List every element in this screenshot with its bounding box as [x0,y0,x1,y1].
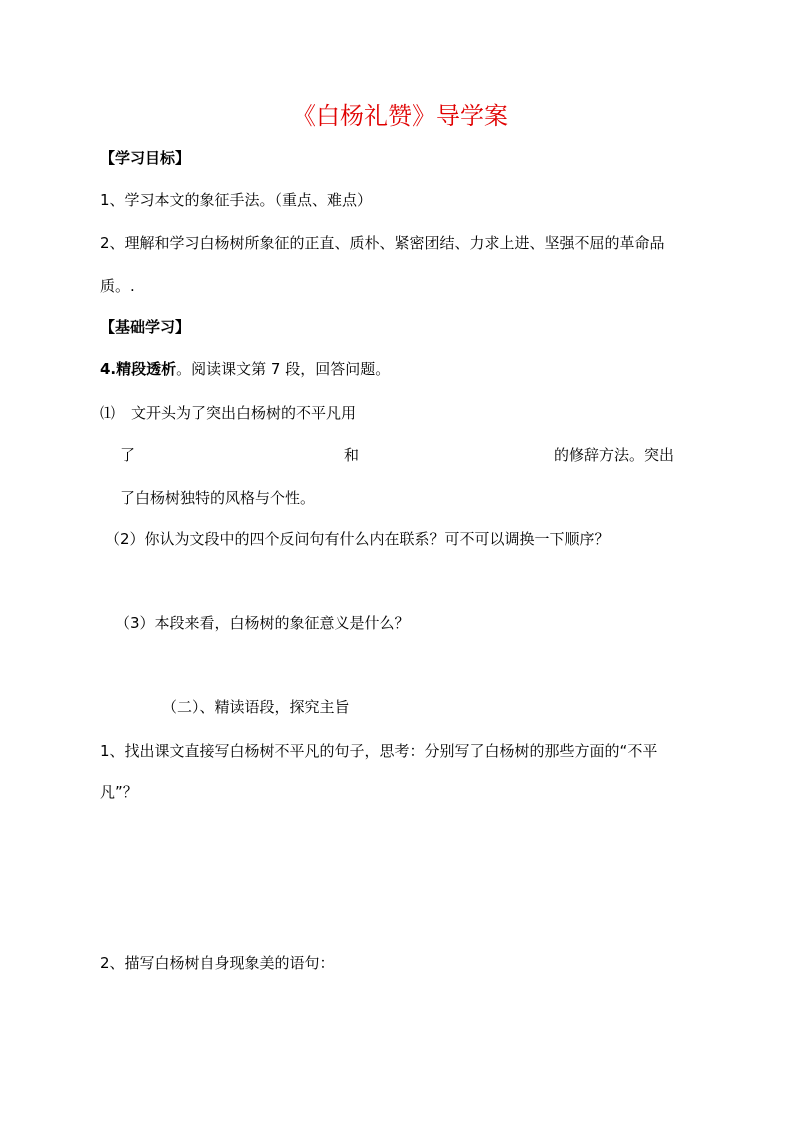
sub-question-1-blank-suffix: 的修辞方法。突出 [554,446,675,464]
goal-item-2: 2、理解和学习白杨树所象征的正直、质朴、紧密团结、力求上进、坚强不屈的革命品 [100,234,665,252]
question-4-label: 4.精段透析 [100,360,177,378]
sub-question-1-text: 文开头为了突出白杨树的不平凡用 [131,404,357,422]
reading-item-2: 2、描写白杨树自身现象美的语句： [100,954,335,972]
question-4 [100,359,390,379]
sub-question-1-blank-prefix: 了 [120,446,136,464]
goal-item-2-cont: 质。. [100,277,135,295]
section-heading-basics: 【基础学习】 [100,318,191,336]
doc-title: 《白杨礼赞》导学案 [292,102,508,130]
sub-question-1-blank-middle: 和 [344,446,360,464]
question-4-text: 。阅读课文第 7 段，回答问题。 [176,360,391,378]
sub-question-3: （3）本段来看，白杨树的象征意义是什么？ [115,614,410,632]
section-heading-reading: （二）、精读语段，探究主旨 [162,698,350,716]
reading-item-1: 1、找出课文直接写白杨树不平凡的句子，思考：分别写了白杨树的那些方面的“不平 [100,742,658,760]
sub-question-1-line3: 了白杨树独特的风格与个性。 [120,489,316,507]
reading-item-1-cont: 凡”？ [100,783,138,801]
sub-question-2: （2）你认为文段中的四个反问句有什么内在联系？可不可以调换一下顺序？ [105,530,610,548]
goal-item-1: 1、学习本文的象征手法。（重点、难点） [100,191,373,209]
section-heading-goals: 【学习目标】 [100,149,191,167]
sub-question-1-number: ⑴ [100,404,116,422]
